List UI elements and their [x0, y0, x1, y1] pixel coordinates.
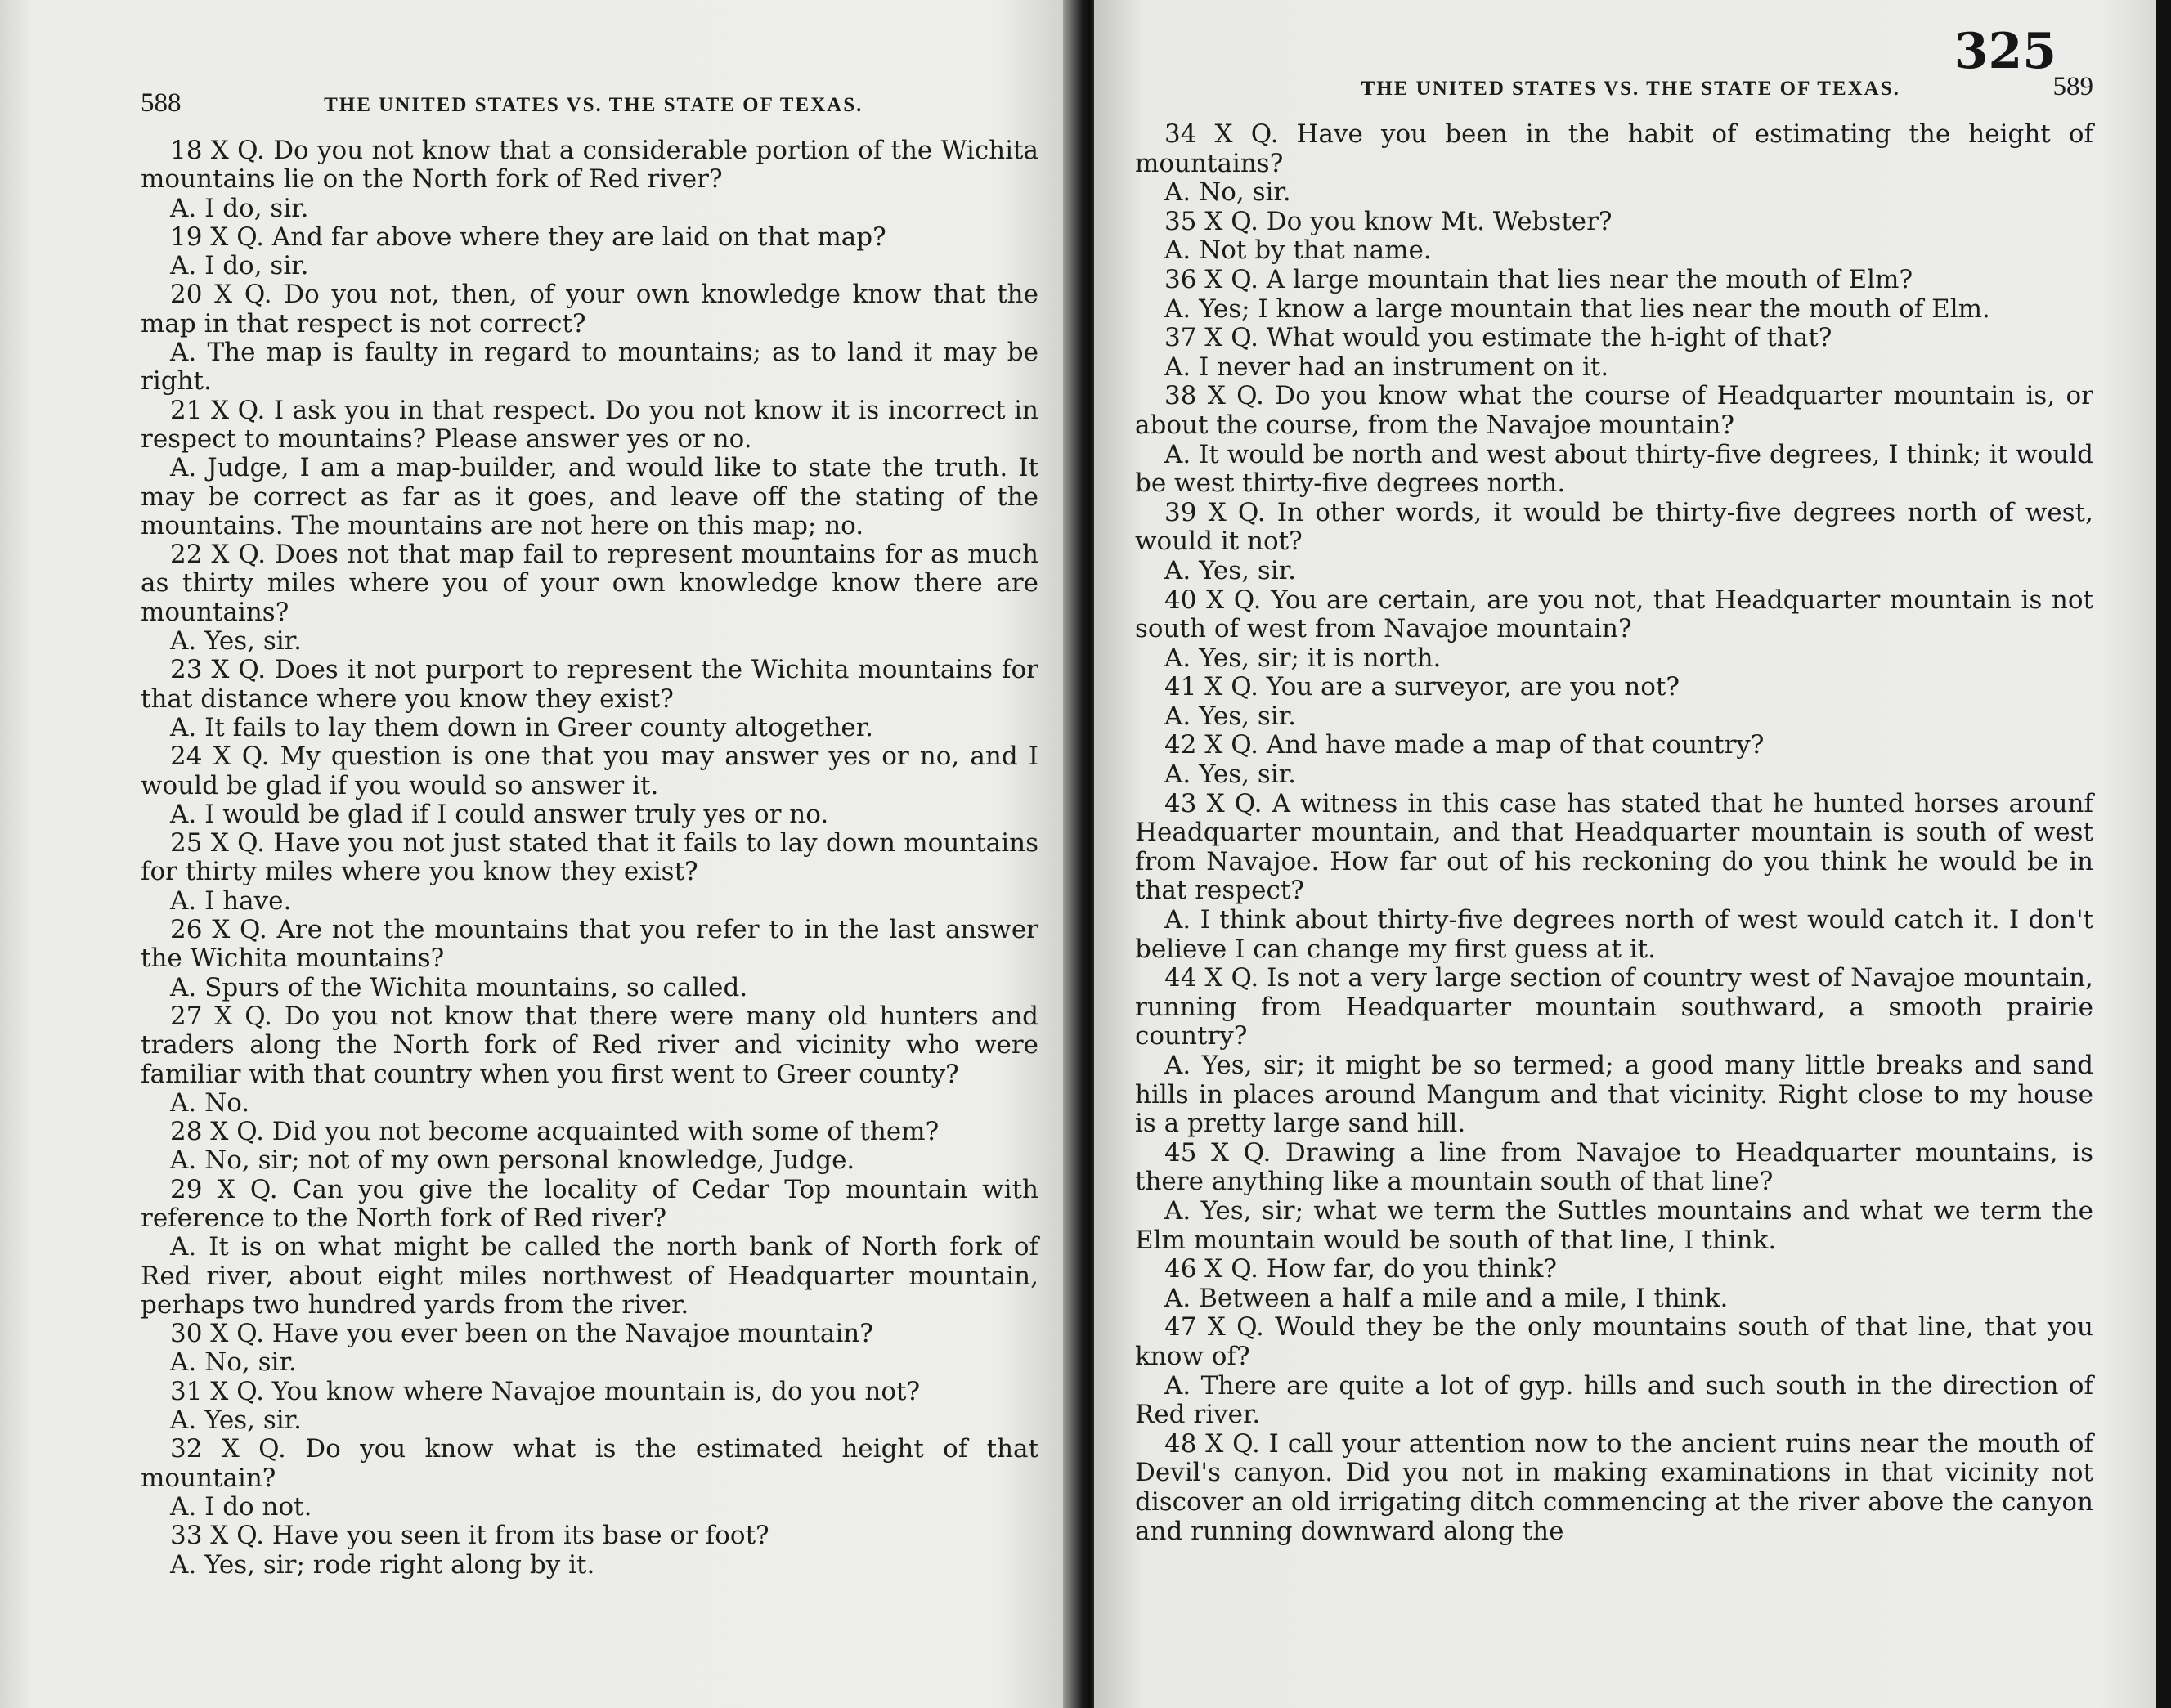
question-paragraph: 28 X Q. Did you not become acquainted with some of them? [170, 1117, 940, 1147]
answer-paragraph: A. The map is faulty in regard to mountains; as to land it may be right. [141, 338, 1038, 397]
question-paragraph: 25 X Q. Have you not just stated that it fails to lay down mountains for thirty miles where you know they exist? [141, 828, 1038, 887]
question-paragraph: 38 X Q. Do you know what the course of Headquarter mountain is, or about the course, from the Navajoe mountain? [1135, 381, 2093, 440]
answer-paragraph: A. I think about thirty-five degrees north of west would catch it. I don't believe I can change my first guess at it. [1135, 905, 2093, 964]
question-paragraph: 22 X Q. Does not that map fail to represent mountains for as much as thirty miles where you of your own knowledge know there are mountains? [141, 540, 1038, 627]
right-page-text [1135, 120, 2093, 1546]
question-paragraph: 26 X Q. Are not the mountains that you refer to in the last answer the Wichita mountains? [141, 915, 1038, 974]
question-paragraph: 40 X Q. You are certain, are you not, that Headquarter mountain is not south of west from Navajoe mountain? [1135, 585, 2093, 644]
answer-paragraph: A. No, sir; not of my own personal knowledge, Judge. [170, 1145, 855, 1176]
left-page-header [141, 88, 1038, 119]
question-paragraph: 48 X Q. I call your attention now to the ancient ruins near the mouth of Devil's canyon. Did you not in making examinations in that vicinity not discover an old irrigating ditch commencing at the river above the canyon and running downward along the [1135, 1428, 2093, 1546]
question-paragraph: 31 X Q. You know where Navajoe mountain is, do you not? [170, 1376, 921, 1406]
answer-paragraph: A. No, sir. [1164, 177, 1291, 208]
question-paragraph: 21 X Q. I ask you in that respect. Do you not know it is incorrect in respect to mountains? Please answer yes or no. [141, 395, 1038, 454]
answer-paragraph: A. No, sir. [170, 1347, 297, 1378]
answer-paragraph: A. Yes, sir. [170, 626, 302, 657]
left-page-text [141, 137, 1038, 1580]
answer-paragraph: A. It fails to lay them down in Greer county altogether. [170, 712, 874, 742]
question-paragraph: 36 X Q. A large mountain that lies near the mouth of Elm? [1164, 264, 1913, 294]
answer-paragraph: A. I have. [170, 885, 292, 916]
answer-paragraph: A. Yes, sir; it is north. [1164, 643, 1442, 673]
answer-paragraph: A. Yes, sir. [1164, 760, 1296, 790]
answer-paragraph: A. I never had an instrument on it. [1164, 352, 1609, 382]
answer-paragraph: A. I do not. [170, 1491, 312, 1522]
question-paragraph: 42 X Q. And have made a map of that country? [1164, 730, 1765, 760]
left-running-head: THE UNITED STATES VS. THE STATE OF TEXAS. [324, 94, 863, 116]
answer-paragraph: A. I do, sir. [170, 251, 309, 281]
answer-paragraph: A. Not by that name. [1164, 235, 1432, 266]
answer-paragraph: A. Yes, sir; rode right along by it. [170, 1549, 595, 1580]
question-paragraph: 29 X Q. Can you give the locality of Cedar Top mountain with reference to the North fork of Red river? [141, 1174, 1038, 1233]
answer-paragraph: A. Yes, sir. [170, 1405, 302, 1436]
question-paragraph: 44 X Q. Is not a very large section of country west of Navajoe mountain, running from Headquarter mountain southward, a smooth prairie country? [1135, 963, 2093, 1051]
question-paragraph: 37 X Q. What would you estimate the h-ight of that? [1164, 323, 1832, 353]
answer-paragraph: A. I do, sir. [170, 193, 309, 223]
question-paragraph: 39 X Q. In other words, it would be thirty-five degrees north of west, would it not? [1135, 497, 2093, 557]
question-paragraph: 45 X Q. Drawing a line from Navajoe to Headquarter mountains, is there anything like a mountain south of that line? [1135, 1137, 2093, 1197]
question-paragraph: 30 X Q. Have you ever been on the Navajoe mountain? [170, 1319, 873, 1349]
answer-paragraph: A. Spurs of the Wichita mountains, so called. [170, 972, 748, 1002]
question-paragraph: 43 X Q. A witness in this case has stated that he hunted horses arounf Headquarter mountain, and that Headquarter mountain is south of west from Navajoe. How far out of his reckoning do you think he would be in that respect? [1135, 788, 2093, 906]
question-paragraph: 24 X Q. My question is one that you may answer yes or no, and I would be glad if you would so answer it. [141, 742, 1038, 800]
right-page-header [1135, 72, 2093, 102]
answer-paragraph: A. I would be glad if I could answer truly yes or no. [170, 799, 829, 829]
left-page [0, 0, 1083, 1708]
answer-paragraph: A. Yes, sir. [1164, 555, 1296, 585]
answer-paragraph: A. Between a half a mile and a mile, I think. [1164, 1283, 1729, 1313]
answer-paragraph: A. Yes; I know a large mountain that lies near the mouth of Elm. [1164, 294, 1990, 324]
question-paragraph: 34 X Q. Have you been in the habit of estimating the height of mountains? [1135, 119, 2093, 178]
question-paragraph: 46 X Q. How far, do you think? [1164, 1254, 1558, 1284]
scan-edge-right [2156, 0, 2171, 1708]
question-paragraph: 20 X Q. Do you not, then, of your own knowledge know that the map in that respect is not correct? [141, 280, 1038, 338]
answer-paragraph: A. It is on what might be called the north bank of North fork of Red river, about eight miles northwest of Headquarter mountain, perhaps two hundred yards from the river. [141, 1232, 1038, 1320]
answer-paragraph: A. Yes, sir. [1164, 701, 1296, 731]
question-paragraph: 19 X Q. And far above where they are laid on that map? [170, 222, 886, 252]
question-paragraph: 33 X Q. Have you seen it from its base or foot? [170, 1521, 769, 1551]
question-paragraph: 27 X Q. Do you not know that there were many old hunters and traders along the North fork of Red river and vicinity who were familiar with that country when you first went to Greer county? [141, 1001, 1038, 1089]
question-paragraph: 23 X Q. Does it not purport to represent the Wichita mountains for that distance where you know they exist? [141, 655, 1038, 714]
answer-paragraph: A. Yes, sir; it might be so termed; a good many little breaks and sand hills in places around Mangum and that vicinity. Right close to my house is a pretty large sand hill. [1135, 1051, 2093, 1139]
answer-paragraph: A. Judge, I am a map-builder, and would like to state the truth. It may be correct as far as it goes, and leave off the stating of the mountains. The mountains are not here on this map; no. [141, 453, 1038, 540]
answer-paragraph: A. It would be north and west about thirty-five degrees, I think; it would be west thirty-five degrees north. [1135, 439, 2093, 499]
question-paragraph: 35 X Q. Do you know Mt. Webster? [1164, 206, 1613, 236]
answer-paragraph: A. No. [170, 1087, 250, 1118]
right-page-number: 589 [2052, 72, 2093, 101]
stamped-page-number: 325 [1953, 23, 2057, 80]
question-paragraph: 32 X Q. Do you know what is the estimated height of that mountain? [141, 1434, 1038, 1493]
left-page-number: 588 [141, 88, 182, 118]
right-running-head: THE UNITED STATES VS. THE STATE OF TEXAS. [1361, 78, 1900, 100]
answer-paragraph: A. Yes, sir; what we term the Suttles mountains and what we term the Elm mountain would be south of that line, I think. [1135, 1195, 2093, 1255]
question-paragraph: 41 X Q. You are a surveyor, are you not? [1164, 672, 1680, 702]
question-paragraph: 18 X Q. Do you not know that a considerable portion of the Wichita mountains lie on the North fork of Red river? [141, 136, 1038, 195]
right-page [1094, 0, 2171, 1708]
question-paragraph: 47 X Q. Would they be the only mountains south of that line, that you know of? [1135, 1312, 2093, 1371]
answer-paragraph: A. There are quite a lot of gyp. hills and such south in the direction of Red river. [1135, 1370, 2093, 1430]
